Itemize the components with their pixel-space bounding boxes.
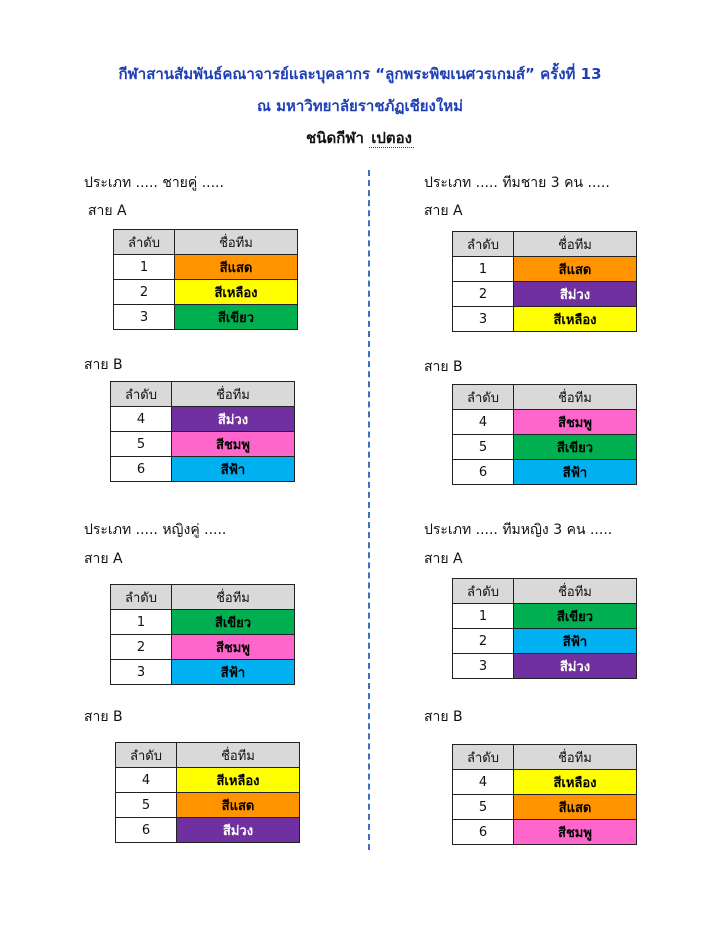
team-header: ชื่อทีม xyxy=(177,743,300,768)
team-cell: สีชมพู xyxy=(172,635,295,660)
team-cell: สีเหลือง xyxy=(175,280,298,305)
rank-header: ลำดับ xyxy=(453,232,514,257)
table-row xyxy=(453,257,637,282)
team-cell: สีม่วง xyxy=(514,282,637,307)
table-row xyxy=(453,282,637,307)
team-cell: สีเขียว xyxy=(514,604,637,629)
table-row xyxy=(453,820,637,845)
team-cell: สีแสด xyxy=(175,255,298,280)
team-cell: สีฟ้า xyxy=(172,660,295,685)
rank-cell: 3 xyxy=(114,305,175,330)
rank-cell: 5 xyxy=(453,435,514,460)
team-cell: สีเขียว xyxy=(514,435,637,460)
table-row xyxy=(114,280,298,305)
group-table xyxy=(452,231,637,332)
document-title: กีฬาสานสัมพันธ์คณาจารย์และบุคลากร “ลูกพระพิฆเนศวรเกมส์” ครั้งที่ 13 xyxy=(118,65,602,83)
rank-header: ลำดับ xyxy=(111,382,172,407)
section-type-label: ประเภท ..... หญิงคู่ ..... xyxy=(84,522,227,538)
group-label: สาย A xyxy=(424,203,463,219)
rank-cell: 2 xyxy=(111,635,172,660)
team-cell: สีชมพู xyxy=(172,432,295,457)
rank-cell: 3 xyxy=(453,307,514,332)
table-row xyxy=(116,793,300,818)
rank-cell: 4 xyxy=(116,768,177,793)
section-type-label: ประเภท ..... ทีมชาย 3 คน ..... xyxy=(424,175,610,191)
team-header: ชื่อทีม xyxy=(514,385,637,410)
rank-cell: 4 xyxy=(453,410,514,435)
rank-header: ลำดับ xyxy=(453,745,514,770)
rank-cell: 1 xyxy=(111,610,172,635)
rank-header: ลำดับ xyxy=(453,579,514,604)
group-label: สาย A xyxy=(88,203,127,219)
table-row xyxy=(453,795,637,820)
section-type-label: ประเภท ..... ชายคู่ ..... xyxy=(84,175,224,191)
table-header-row xyxy=(111,382,295,407)
group-table xyxy=(452,384,637,485)
group-label: สาย B xyxy=(84,709,123,725)
group-label: สาย A xyxy=(424,551,463,567)
table-header-row xyxy=(453,579,637,604)
group-table xyxy=(110,584,295,685)
rank-cell: 1 xyxy=(453,257,514,282)
rank-header: ลำดับ xyxy=(453,385,514,410)
table-row xyxy=(111,432,295,457)
table-row xyxy=(111,610,295,635)
rank-cell: 2 xyxy=(453,629,514,654)
rank-cell: 3 xyxy=(453,654,514,679)
team-cell: สีเขียว xyxy=(175,305,298,330)
team-header: ชื่อทีม xyxy=(172,585,295,610)
rank-cell: 1 xyxy=(453,604,514,629)
table-row xyxy=(116,768,300,793)
team-cell: สีม่วง xyxy=(172,407,295,432)
group-label: สาย B xyxy=(424,359,463,375)
team-header: ชื่อทีม xyxy=(514,232,637,257)
table-header-row xyxy=(453,385,637,410)
table-row xyxy=(111,457,295,482)
team-header: ชื่อทีม xyxy=(514,579,637,604)
team-header: ชื่อทีม xyxy=(172,382,295,407)
table-row xyxy=(111,635,295,660)
rank-cell: 3 xyxy=(111,660,172,685)
table-row xyxy=(453,604,637,629)
team-cell: สีเหลือง xyxy=(514,770,637,795)
team-cell: สีชมพู xyxy=(514,820,637,845)
rank-cell: 5 xyxy=(111,432,172,457)
team-cell: สีฟ้า xyxy=(514,629,637,654)
table-header-row xyxy=(116,743,300,768)
rank-cell: 2 xyxy=(114,280,175,305)
rank-cell: 5 xyxy=(116,793,177,818)
rank-header: ลำดับ xyxy=(114,230,175,255)
team-cell: สีแสด xyxy=(177,793,300,818)
sport-label: ชนิดกีฬา xyxy=(306,129,364,147)
sport-line xyxy=(0,126,720,150)
rank-cell: 4 xyxy=(453,770,514,795)
team-cell: สีฟ้า xyxy=(514,460,637,485)
table-row xyxy=(116,818,300,843)
table-row xyxy=(453,770,637,795)
group-label: สาย A xyxy=(84,551,123,567)
table-header-row xyxy=(453,745,637,770)
team-header: ชื่อทีม xyxy=(175,230,298,255)
group-label: สาย B xyxy=(84,357,123,373)
team-cell: สีเหลือง xyxy=(177,768,300,793)
group-label: สาย B xyxy=(424,709,463,725)
rank-cell: 5 xyxy=(453,795,514,820)
team-header: ชื่อทีม xyxy=(514,745,637,770)
rank-cell: 2 xyxy=(453,282,514,307)
table-row xyxy=(453,410,637,435)
group-table xyxy=(452,578,637,679)
table-row xyxy=(111,660,295,685)
table-row xyxy=(111,407,295,432)
rank-cell: 6 xyxy=(111,457,172,482)
team-cell: สีม่วง xyxy=(514,654,637,679)
team-cell: สีม่วง xyxy=(177,818,300,843)
rank-cell: 6 xyxy=(453,460,514,485)
team-cell: สีชมพู xyxy=(514,410,637,435)
table-header-row xyxy=(111,585,295,610)
group-table xyxy=(110,381,295,482)
column-divider xyxy=(368,170,370,850)
team-cell: สีเหลือง xyxy=(514,307,637,332)
sport-value: เปตอง xyxy=(371,129,412,147)
venue-title: ณ มหาวิทยาลัยราชภัฏเชียงใหม่ xyxy=(257,97,463,115)
table-row xyxy=(114,255,298,280)
rank-cell: 4 xyxy=(111,407,172,432)
table-header-row xyxy=(114,230,298,255)
table-row xyxy=(453,629,637,654)
rank-cell: 6 xyxy=(116,818,177,843)
rank-cell: 6 xyxy=(453,820,514,845)
group-table xyxy=(452,744,637,845)
rank-cell: 1 xyxy=(114,255,175,280)
table-row xyxy=(453,435,637,460)
team-cell: สีฟ้า xyxy=(172,457,295,482)
team-cell: สีเขียว xyxy=(172,610,295,635)
rank-header: ลำดับ xyxy=(116,743,177,768)
table-row xyxy=(453,654,637,679)
section-type-label: ประเภท ..... ทีมหญิง 3 คน ..... xyxy=(424,522,613,538)
table-row xyxy=(453,460,637,485)
table-row xyxy=(114,305,298,330)
team-cell: สีแสด xyxy=(514,795,637,820)
group-table xyxy=(115,742,300,843)
rank-header: ลำดับ xyxy=(111,585,172,610)
table-row xyxy=(453,307,637,332)
team-cell: สีแสด xyxy=(514,257,637,282)
group-table xyxy=(113,229,298,330)
table-header-row xyxy=(453,232,637,257)
